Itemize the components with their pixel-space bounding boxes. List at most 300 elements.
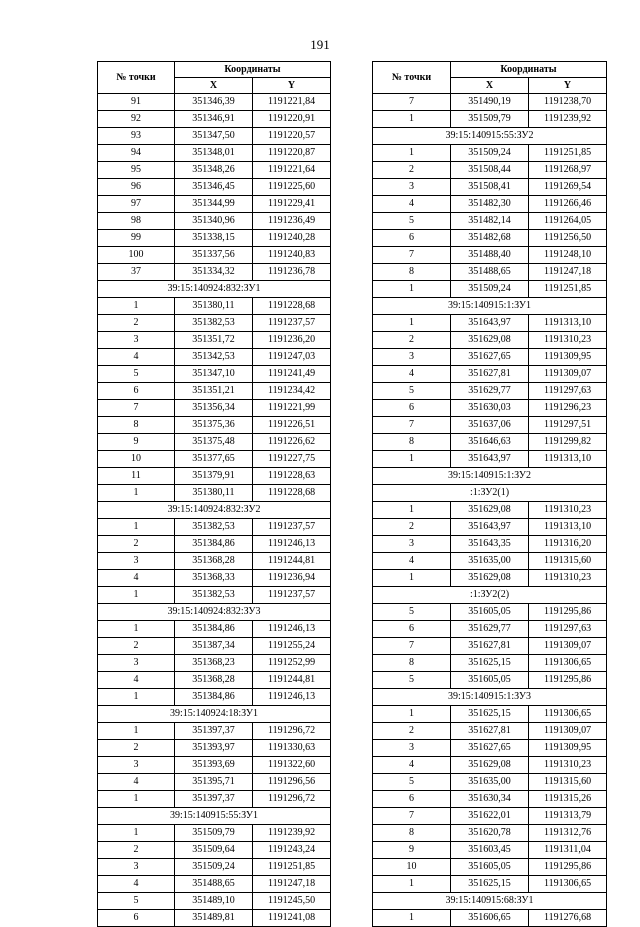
y-coordinate: 1191247,03 <box>253 349 331 366</box>
coordinates-header: Координаты <box>451 62 607 78</box>
x-coordinate: 351382,53 <box>175 587 253 604</box>
y-coordinate: 1191309,07 <box>529 366 607 383</box>
y-coordinate: 1191297,51 <box>529 417 607 434</box>
table-row <box>373 519 607 536</box>
x-coordinate: 351346,91 <box>175 111 253 128</box>
x-coordinate: 351630,34 <box>451 791 529 808</box>
y-coordinate: 1191251,85 <box>253 859 331 876</box>
point-number: 1 <box>98 298 175 315</box>
y-coordinate: 1191313,10 <box>529 451 607 468</box>
point-number: 92 <box>98 111 175 128</box>
y-coordinate: 1191313,10 <box>529 519 607 536</box>
x-coordinate: 351488,65 <box>175 876 253 893</box>
x-header: X <box>175 78 253 94</box>
parcel-label: 39:15:140924:832:ЗУ1 <box>98 281 331 298</box>
x-coordinate: 351637,06 <box>451 417 529 434</box>
parcel-label-row <box>373 468 607 485</box>
point-number: 1 <box>373 281 451 298</box>
point-number: 8 <box>98 417 175 434</box>
point-number: 1 <box>373 570 451 587</box>
point-number: 10 <box>373 859 451 876</box>
x-coordinate: 351606,65 <box>451 910 529 927</box>
point-number: 4 <box>98 349 175 366</box>
coordinates-table-left <box>97 61 331 927</box>
x-coordinate: 351342,53 <box>175 349 253 366</box>
y-coordinate: 1191295,86 <box>529 604 607 621</box>
table-row <box>98 196 331 213</box>
y-coordinate: 1191225,60 <box>253 179 331 196</box>
y-coordinate: 1191311,04 <box>529 842 607 859</box>
point-number: 1 <box>373 451 451 468</box>
table-row <box>98 757 331 774</box>
table-row <box>373 434 607 451</box>
y-coordinate: 1191268,97 <box>529 162 607 179</box>
point-number: 6 <box>373 791 451 808</box>
point-number: 9 <box>98 434 175 451</box>
y-coordinate: 1191244,81 <box>253 553 331 570</box>
table-row <box>373 774 607 791</box>
table-row <box>373 400 607 417</box>
x-coordinate: 351627,81 <box>451 638 529 655</box>
x-coordinate: 351377,65 <box>175 451 253 468</box>
table-row <box>373 553 607 570</box>
table-row <box>373 332 607 349</box>
y-coordinate: 1191247,18 <box>253 876 331 893</box>
x-coordinate: 351380,11 <box>175 298 253 315</box>
table-row <box>98 264 331 281</box>
table-row <box>98 145 331 162</box>
y-coordinate: 1191221,99 <box>253 400 331 417</box>
y-coordinate: 1191296,56 <box>253 774 331 791</box>
y-coordinate: 1191313,10 <box>529 315 607 332</box>
y-coordinate: 1191309,95 <box>529 740 607 757</box>
point-number: 1 <box>373 111 451 128</box>
point-number: 1 <box>373 315 451 332</box>
y-coordinate: 1191239,92 <box>253 825 331 842</box>
point-number: 4 <box>373 366 451 383</box>
table-row <box>373 179 607 196</box>
x-coordinate: 351334,32 <box>175 264 253 281</box>
table-row <box>373 621 607 638</box>
y-coordinate: 1191310,23 <box>529 332 607 349</box>
table-row <box>98 366 331 383</box>
x-coordinate: 351643,97 <box>451 315 529 332</box>
table-row <box>98 842 331 859</box>
x-coordinate: 351382,53 <box>175 315 253 332</box>
point-number: 2 <box>98 638 175 655</box>
y-coordinate: 1191269,54 <box>529 179 607 196</box>
table-row <box>98 723 331 740</box>
x-coordinate: 351351,72 <box>175 332 253 349</box>
point-number: 6 <box>373 400 451 417</box>
y-coordinate: 1191252,99 <box>253 655 331 672</box>
point-number: 96 <box>98 179 175 196</box>
table-body-right <box>373 94 607 927</box>
table-row <box>373 417 607 434</box>
table-row <box>98 791 331 808</box>
point-number: 3 <box>98 553 175 570</box>
table-row <box>98 298 331 315</box>
table-body-left <box>98 94 331 927</box>
point-number: 4 <box>373 196 451 213</box>
y-coordinate: 1191243,24 <box>253 842 331 859</box>
point-number: 5 <box>373 383 451 400</box>
y-coordinate: 1191310,23 <box>529 502 607 519</box>
y-coordinate: 1191220,57 <box>253 128 331 145</box>
table-row <box>98 485 331 502</box>
x-coordinate: 351356,34 <box>175 400 253 417</box>
table-row <box>373 213 607 230</box>
x-coordinate: 351508,41 <box>451 179 529 196</box>
table-row <box>98 553 331 570</box>
table-row <box>98 570 331 587</box>
x-coordinate: 351368,28 <box>175 672 253 689</box>
parcel-label-row <box>373 893 607 910</box>
table-row <box>98 910 331 927</box>
table-row <box>373 111 607 128</box>
x-coordinate: 351509,24 <box>451 145 529 162</box>
point-number: 2 <box>373 332 451 349</box>
point-number: 2 <box>373 162 451 179</box>
x-coordinate: 351482,30 <box>451 196 529 213</box>
table-row <box>373 196 607 213</box>
x-coordinate: 351625,15 <box>451 655 529 672</box>
table-row <box>373 706 607 723</box>
x-coordinate: 351605,05 <box>451 604 529 621</box>
x-coordinate: 351340,96 <box>175 213 253 230</box>
x-coordinate: 351508,44 <box>451 162 529 179</box>
x-coordinate: 351348,26 <box>175 162 253 179</box>
point-number-header: № точки <box>373 62 451 94</box>
parcel-label-row <box>373 298 607 315</box>
y-coordinate: 1191226,51 <box>253 417 331 434</box>
point-number: 7 <box>373 94 451 111</box>
x-coordinate: 351627,65 <box>451 349 529 366</box>
y-coordinate: 1191227,75 <box>253 451 331 468</box>
x-coordinate: 351605,05 <box>451 672 529 689</box>
point-number-header: № точки <box>98 62 175 94</box>
table-row <box>373 145 607 162</box>
table-row <box>373 604 607 621</box>
x-coordinate: 351368,23 <box>175 655 253 672</box>
point-number: 9 <box>373 842 451 859</box>
x-coordinate: 351490,19 <box>451 94 529 111</box>
table-row <box>373 859 607 876</box>
table-row <box>98 655 331 672</box>
parcel-label-row <box>373 587 607 604</box>
coordinates-table-right <box>372 61 607 927</box>
x-coordinate: 351509,79 <box>175 825 253 842</box>
table-row <box>98 434 331 451</box>
y-header: Y <box>253 78 331 94</box>
table-row <box>98 383 331 400</box>
y-coordinate: 1191299,82 <box>529 434 607 451</box>
x-coordinate: 351629,77 <box>451 621 529 638</box>
table-row <box>373 672 607 689</box>
y-coordinate: 1191296,23 <box>529 400 607 417</box>
y-coordinate: 1191296,72 <box>253 723 331 740</box>
point-number: 4 <box>373 757 451 774</box>
point-number: 3 <box>98 332 175 349</box>
y-coordinate: 1191266,46 <box>529 196 607 213</box>
x-coordinate: 351509,24 <box>175 859 253 876</box>
y-coordinate: 1191245,50 <box>253 893 331 910</box>
x-coordinate: 351384,86 <box>175 536 253 553</box>
x-coordinate: 351629,77 <box>451 383 529 400</box>
x-coordinate: 351629,08 <box>451 332 529 349</box>
table-row <box>98 400 331 417</box>
point-number: 1 <box>98 825 175 842</box>
table-row <box>373 757 607 774</box>
x-coordinate: 351347,50 <box>175 128 253 145</box>
point-number: 91 <box>98 94 175 111</box>
y-coordinate: 1191297,63 <box>529 621 607 638</box>
x-coordinate: 351482,14 <box>451 213 529 230</box>
y-coordinate: 1191221,64 <box>253 162 331 179</box>
table-row <box>373 910 607 927</box>
point-number: 1 <box>98 519 175 536</box>
x-coordinate: 351622,01 <box>451 808 529 825</box>
y-coordinate: 1191295,86 <box>529 672 607 689</box>
table-row <box>373 230 607 247</box>
point-number: 1 <box>373 876 451 893</box>
parcel-label-row <box>373 128 607 145</box>
point-number: 99 <box>98 230 175 247</box>
point-number: 97 <box>98 196 175 213</box>
point-number: 1 <box>373 706 451 723</box>
point-number: 5 <box>373 774 451 791</box>
x-coordinate: 351375,48 <box>175 434 253 451</box>
table-row <box>373 502 607 519</box>
parcel-label: :1:ЗУ2(1) <box>373 485 607 502</box>
x-coordinate: 351368,28 <box>175 553 253 570</box>
y-coordinate: 1191229,41 <box>253 196 331 213</box>
x-coordinate: 351387,34 <box>175 638 253 655</box>
parcel-label-row <box>373 485 607 502</box>
y-coordinate: 1191241,49 <box>253 366 331 383</box>
x-coordinate: 351337,56 <box>175 247 253 264</box>
x-coordinate: 351347,10 <box>175 366 253 383</box>
y-coordinate: 1191236,20 <box>253 332 331 349</box>
point-number: 11 <box>98 468 175 485</box>
y-coordinate: 1191315,60 <box>529 553 607 570</box>
y-coordinate: 1191330,63 <box>253 740 331 757</box>
table-row <box>373 94 607 111</box>
y-coordinate: 1191241,08 <box>253 910 331 927</box>
table-row <box>373 536 607 553</box>
x-coordinate: 351635,00 <box>451 553 529 570</box>
parcel-label: 39:15:140915:1:ЗУ2 <box>373 468 607 485</box>
x-coordinate: 351384,86 <box>175 689 253 706</box>
point-number: 4 <box>373 553 451 570</box>
table-row <box>373 281 607 298</box>
y-coordinate: 1191309,07 <box>529 638 607 655</box>
parcel-label: 39:15:140915:68:ЗУ1 <box>373 893 607 910</box>
point-number: 6 <box>373 230 451 247</box>
table-row <box>98 893 331 910</box>
y-coordinate: 1191297,63 <box>529 383 607 400</box>
table-row <box>373 808 607 825</box>
parcel-label: 39:15:140915:55:ЗУ2 <box>373 128 607 145</box>
x-coordinate: 351379,91 <box>175 468 253 485</box>
y-coordinate: 1191240,28 <box>253 230 331 247</box>
x-coordinate: 351643,97 <box>451 519 529 536</box>
y-coordinate: 1191309,95 <box>529 349 607 366</box>
y-coordinate: 1191306,65 <box>529 655 607 672</box>
x-coordinate: 351393,97 <box>175 740 253 757</box>
y-coordinate: 1191240,83 <box>253 247 331 264</box>
point-number: 1 <box>98 689 175 706</box>
point-number: 5 <box>373 672 451 689</box>
y-coordinate: 1191239,92 <box>529 111 607 128</box>
point-number: 93 <box>98 128 175 145</box>
parcel-label-row <box>373 689 607 706</box>
y-coordinate: 1191296,72 <box>253 791 331 808</box>
point-number: 37 <box>98 264 175 281</box>
point-number: 7 <box>373 417 451 434</box>
table-row <box>98 740 331 757</box>
table-row <box>98 689 331 706</box>
point-number: 3 <box>98 655 175 672</box>
x-coordinate: 351380,11 <box>175 485 253 502</box>
table-row <box>373 655 607 672</box>
x-coordinate: 351627,65 <box>451 740 529 757</box>
x-coordinate: 351603,45 <box>451 842 529 859</box>
point-number: 5 <box>98 366 175 383</box>
x-coordinate: 351368,33 <box>175 570 253 587</box>
y-coordinate: 1191234,42 <box>253 383 331 400</box>
table-row <box>373 366 607 383</box>
point-number: 2 <box>98 315 175 332</box>
parcel-label: 39:15:140915:1:ЗУ3 <box>373 689 607 706</box>
table-row <box>98 247 331 264</box>
table-row <box>98 468 331 485</box>
x-coordinate: 351482,68 <box>451 230 529 247</box>
table-row <box>98 349 331 366</box>
table-row <box>98 230 331 247</box>
table-row <box>373 451 607 468</box>
x-coordinate: 351348,01 <box>175 145 253 162</box>
x-coordinate: 351351,21 <box>175 383 253 400</box>
table-row <box>98 451 331 468</box>
point-number: 100 <box>98 247 175 264</box>
y-coordinate: 1191264,05 <box>529 213 607 230</box>
parcel-label-row <box>98 808 331 825</box>
point-number: 4 <box>98 570 175 587</box>
table-row <box>98 315 331 332</box>
point-number: 1 <box>98 587 175 604</box>
x-coordinate: 351397,37 <box>175 791 253 808</box>
point-number: 3 <box>98 859 175 876</box>
parcel-label: 39:15:140924:832:ЗУ2 <box>98 502 331 519</box>
point-number: 2 <box>98 842 175 859</box>
y-coordinate: 1191310,23 <box>529 757 607 774</box>
table-row <box>373 162 607 179</box>
x-coordinate: 351489,10 <box>175 893 253 910</box>
x-coordinate: 351629,08 <box>451 570 529 587</box>
point-number: 2 <box>98 536 175 553</box>
coordinates-header: Координаты <box>175 62 331 78</box>
y-coordinate: 1191226,62 <box>253 434 331 451</box>
point-number: 98 <box>98 213 175 230</box>
point-number: 8 <box>373 655 451 672</box>
parcel-label-row <box>98 706 331 723</box>
y-coordinate: 1191246,13 <box>253 689 331 706</box>
y-header: Y <box>529 78 607 94</box>
point-number: 4 <box>98 672 175 689</box>
point-number: 8 <box>373 264 451 281</box>
table-row <box>373 638 607 655</box>
x-coordinate: 351488,40 <box>451 247 529 264</box>
table-row <box>373 247 607 264</box>
point-number: 3 <box>373 349 451 366</box>
x-coordinate: 351344,99 <box>175 196 253 213</box>
y-coordinate: 1191237,57 <box>253 315 331 332</box>
table-row <box>98 417 331 434</box>
x-coordinate: 351625,15 <box>451 876 529 893</box>
point-number: 94 <box>98 145 175 162</box>
x-coordinate: 351382,53 <box>175 519 253 536</box>
parcel-label-row <box>98 604 331 621</box>
y-coordinate: 1191256,50 <box>529 230 607 247</box>
table-row <box>373 842 607 859</box>
x-coordinate: 351629,08 <box>451 757 529 774</box>
point-number: 2 <box>98 740 175 757</box>
table-row <box>98 536 331 553</box>
y-coordinate: 1191221,84 <box>253 94 331 111</box>
table-row <box>98 519 331 536</box>
y-coordinate: 1191228,68 <box>253 485 331 502</box>
point-number: 8 <box>373 434 451 451</box>
table-row <box>98 638 331 655</box>
table-row <box>373 570 607 587</box>
point-number: 7 <box>98 400 175 417</box>
point-number: 7 <box>373 247 451 264</box>
x-coordinate: 351635,00 <box>451 774 529 791</box>
x-coordinate: 351346,45 <box>175 179 253 196</box>
x-coordinate: 351375,36 <box>175 417 253 434</box>
x-coordinate: 351395,71 <box>175 774 253 791</box>
y-coordinate: 1191315,60 <box>529 774 607 791</box>
x-coordinate: 351509,79 <box>451 111 529 128</box>
x-coordinate: 351620,78 <box>451 825 529 842</box>
parcel-label: 39:15:140924:832:ЗУ3 <box>98 604 331 621</box>
point-number: 3 <box>98 757 175 774</box>
table-row <box>98 825 331 842</box>
y-coordinate: 1191228,63 <box>253 468 331 485</box>
point-number: 1 <box>373 502 451 519</box>
y-coordinate: 1191315,26 <box>529 791 607 808</box>
table-row <box>373 315 607 332</box>
point-number: 6 <box>373 621 451 638</box>
y-coordinate: 1191295,86 <box>529 859 607 876</box>
point-number: 7 <box>373 808 451 825</box>
x-coordinate: 351509,24 <box>451 281 529 298</box>
point-number: 1 <box>98 485 175 502</box>
y-coordinate: 1191236,78 <box>253 264 331 281</box>
x-coordinate: 351397,37 <box>175 723 253 740</box>
x-coordinate: 351646,63 <box>451 434 529 451</box>
table-row <box>98 672 331 689</box>
y-coordinate: 1191220,91 <box>253 111 331 128</box>
table-row <box>98 128 331 145</box>
point-number: 5 <box>373 213 451 230</box>
y-coordinate: 1191237,57 <box>253 519 331 536</box>
x-coordinate: 351488,65 <box>451 264 529 281</box>
y-coordinate: 1191251,85 <box>529 145 607 162</box>
x-coordinate: 351629,08 <box>451 502 529 519</box>
y-coordinate: 1191247,18 <box>529 264 607 281</box>
